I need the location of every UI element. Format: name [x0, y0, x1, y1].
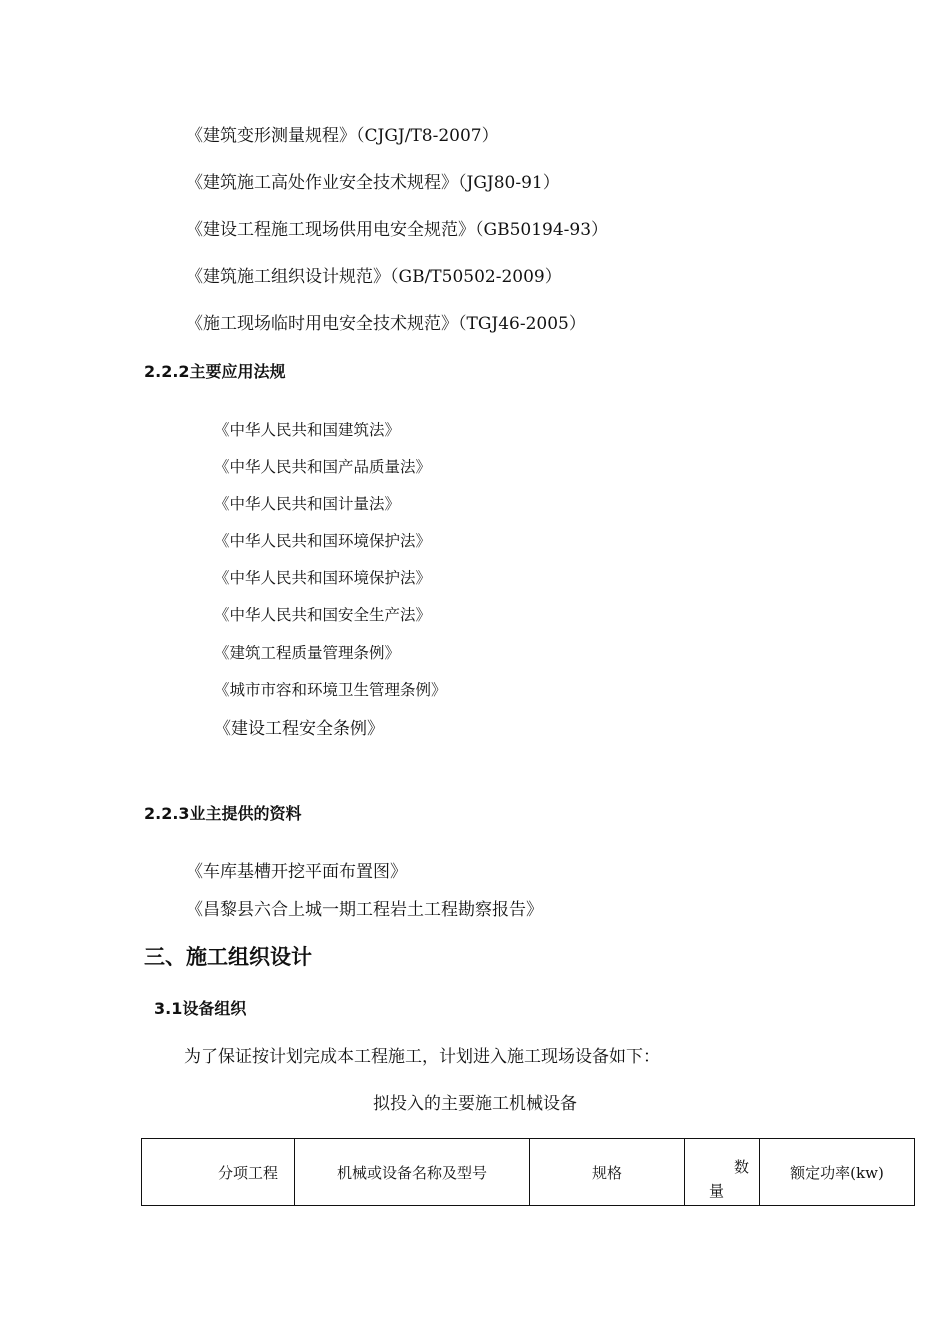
standard-item: 《建筑施工高处作业安全技术规程》（JGJ80-91）: [186, 173, 560, 193]
table-header-row: [142, 1139, 915, 1206]
law-item: 《中华人民共和国计量法》: [214, 495, 401, 513]
header-quantity-line1: 数: [733, 1158, 749, 1176]
owner-document-item: 《昌黎县六合上城一期工程岩土工程勘察报告》: [186, 900, 543, 920]
subsection-heading: 3.1设备组织: [154, 999, 247, 1018]
law-item: 《中华人民共和国建筑法》: [214, 421, 401, 439]
law-item: 《建设工程安全条例》: [214, 719, 384, 739]
table-caption: 拟投入的主要施工机械设备: [373, 1094, 577, 1114]
standard-item: 《建设工程施工现场供用电安全规范》（GB50194-93）: [186, 220, 609, 240]
standard-item: 《建筑变形测量规程》（CJGJ/T8-2007）: [186, 126, 499, 146]
owner-document-item: 《车库基槽开挖平面布置图》: [186, 862, 407, 882]
law-item: 《中华人民共和国安全生产法》: [214, 606, 432, 624]
law-item: 《建筑工程质量管理条例》: [214, 644, 401, 662]
header-quantity-line2: 量: [709, 1182, 725, 1200]
section-heading: 2.2.3业主提供的资料: [144, 804, 302, 823]
law-item: 《中华人民共和国环境保护法》: [214, 532, 432, 550]
header-machine-name: 机械或设备名称及型号: [295, 1139, 530, 1206]
header-quantity: [685, 1139, 760, 1206]
chapter-heading: 三、施工组织设计: [144, 945, 312, 969]
header-sub-project: 分项工程: [142, 1139, 295, 1206]
section-heading: 2.2.2主要应用法规: [144, 362, 286, 381]
header-rated-power: 额定功率(kw): [760, 1139, 915, 1206]
law-item: 《城市市容和环境卫生管理条例》: [214, 681, 447, 699]
header-spec: 规格: [530, 1139, 685, 1206]
law-item: 《中华人民共和国环境保护法》: [214, 569, 432, 587]
equipment-table: [141, 1138, 915, 1206]
paragraph: 为了保证按计划完成本工程施工，计划进入施工现场设备如下：: [184, 1047, 660, 1067]
standard-item: 《施工现场临时用电安全技术规范》（TGJ46-2005）: [186, 314, 586, 334]
standard-item: 《建筑施工组织设计规范》（GB/T50502-2009）: [186, 267, 562, 287]
law-item: 《中华人民共和国产品质量法》: [214, 458, 432, 476]
